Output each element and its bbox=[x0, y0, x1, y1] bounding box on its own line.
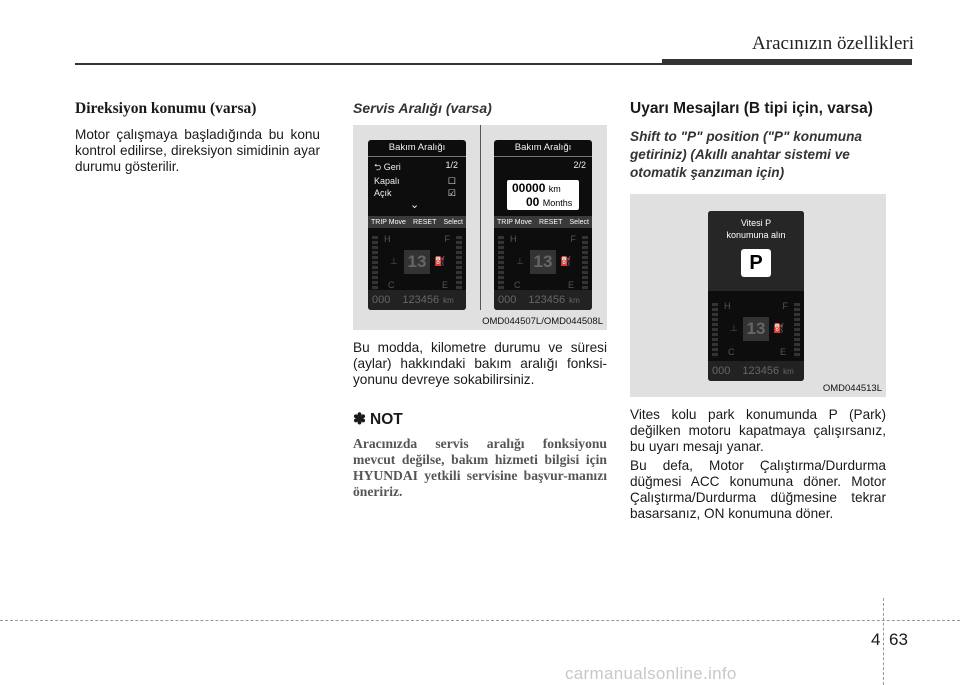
fuel-gauge-bars bbox=[582, 236, 588, 291]
warning-line-1: Vitesi P bbox=[740, 218, 772, 228]
page-header-title: Aracınızın özellikleri bbox=[752, 33, 914, 54]
odo-trip: 000 bbox=[498, 294, 517, 306]
note-text: Aracınızda servis aralığı fonksiyonu mevcut değilse, bakım hizmeti bilgisi için HYUNDAI yetkili servisine başvur-manızı öneririz. bbox=[353, 436, 607, 499]
service-interval-figure bbox=[353, 125, 607, 330]
gauge-e-label: E bbox=[779, 347, 786, 357]
gauge-h-label: H bbox=[510, 234, 517, 244]
fuel-pump-icon: ⛽ bbox=[560, 256, 572, 266]
section-heading-steering: Direksiyon konumu (varsa) bbox=[75, 100, 257, 117]
months-row bbox=[526, 195, 572, 209]
shift-to-p-figure bbox=[630, 194, 886, 397]
cluster-screen-p bbox=[708, 211, 804, 381]
gauge-f-label: F bbox=[570, 234, 576, 244]
figure-caption-warning: OMD044513L bbox=[822, 383, 882, 394]
watermark: carmanualsonline.info bbox=[565, 664, 737, 683]
gauge-c-label: C bbox=[514, 280, 521, 290]
p-gauge-area bbox=[708, 299, 804, 359]
temp-gauge-bars bbox=[372, 236, 378, 291]
screen1-gauge-area bbox=[368, 232, 466, 292]
temp-gauge-bars bbox=[712, 303, 718, 358]
screen1-back-row bbox=[374, 160, 401, 176]
column-left bbox=[75, 100, 320, 178]
screen1-option-on: Açık bbox=[374, 188, 392, 198]
softkey-select: Select bbox=[569, 218, 589, 226]
gauge-c-label: C bbox=[388, 280, 395, 290]
warning-para-1: Vites kolu park konumunda P (Park) değilken motoru kapatmaya çalışırsanız, bu uyarı mesajı yanar. bbox=[630, 407, 886, 454]
softkey-trip-move: TRIP Move bbox=[497, 218, 532, 226]
screen1-odometer bbox=[368, 290, 466, 310]
months-value: 00 bbox=[526, 195, 540, 209]
screen1-back-label: Geri bbox=[383, 162, 401, 172]
screen1-softkey-bar bbox=[368, 216, 466, 228]
gauge-h-label: H bbox=[724, 301, 731, 311]
km-value: 00000 bbox=[512, 181, 546, 195]
gauge-e-label: E bbox=[567, 280, 574, 290]
fuel-gauge-bars bbox=[456, 236, 462, 291]
header-rule-thin bbox=[75, 63, 665, 65]
odo-trip: 000 bbox=[372, 294, 391, 306]
note-heading bbox=[353, 410, 607, 429]
fuel-gauge-bars bbox=[794, 303, 800, 358]
figure-divider bbox=[480, 125, 481, 310]
footer-vertical-rule bbox=[883, 598, 884, 685]
footer-dashed-rule bbox=[0, 620, 960, 621]
chevron-down-icon: ⌄ bbox=[410, 199, 420, 211]
screen1-gear-number: 13 bbox=[404, 250, 430, 274]
coolant-icon: ⊥ bbox=[730, 323, 738, 333]
cluster-screen-1 bbox=[368, 140, 466, 310]
screen2-gear-number: 13 bbox=[530, 250, 556, 274]
note-star-icon: ✽ bbox=[353, 411, 366, 428]
screen2-odometer bbox=[494, 290, 592, 310]
warning-para-2: Bu defa, Motor Çalıştırma/Durdurma düğmesi ACC konumuna döner. Motor Çalıştırma/Durdurma düğmesine tekrar basarsanız, ON konumuna döner. bbox=[630, 458, 886, 521]
odo-value: 123456 bbox=[742, 365, 780, 377]
checkbox-empty-icon: ☐ bbox=[447, 176, 456, 186]
screen2-title: Bakım Aralığı bbox=[494, 142, 592, 157]
cluster-screen-2 bbox=[494, 140, 592, 310]
header-rule-thick bbox=[662, 59, 912, 65]
checkbox-checked-icon: ☑ bbox=[447, 188, 456, 198]
odo-unit: km bbox=[783, 366, 794, 376]
softkey-reset: RESET bbox=[539, 218, 563, 226]
back-arrow-icon: ⮌ bbox=[374, 162, 382, 172]
warning-message-area bbox=[708, 211, 804, 291]
odo-unit: km bbox=[443, 295, 454, 305]
coolant-icon: ⊥ bbox=[390, 256, 398, 266]
temp-gauge-bars bbox=[498, 236, 504, 291]
odo-trip: 000 bbox=[712, 365, 731, 377]
fuel-pump-icon: ⛽ bbox=[434, 256, 446, 266]
warning-subheading: Shift to "P" position ("P" konumuna getiriniz) (Akıllı anahtar sistemi ve otomatik şanzıman için) bbox=[630, 129, 862, 180]
column-middle bbox=[353, 100, 607, 500]
softkey-trip-move: TRIP Move bbox=[371, 218, 406, 226]
screen2-page: 2/2 bbox=[573, 160, 586, 170]
fuel-pump-icon: ⛽ bbox=[773, 323, 785, 333]
park-p-icon: P bbox=[741, 249, 771, 277]
chapter-number: 4 bbox=[871, 630, 881, 649]
section-heading-service: Servis Aralığı (varsa) bbox=[353, 100, 492, 116]
gauge-h-label: H bbox=[384, 234, 391, 244]
screen2-softkey-bar bbox=[494, 216, 592, 228]
screen1-option-off: Kapalı bbox=[374, 176, 400, 186]
service-body-text: Bu modda, kilometre durumu ve süresi (aylar) hakkındaki bakım aralığı fonksi-yonunu devreye sokabilirsiniz. bbox=[353, 340, 607, 387]
screen1-page: 1/2 bbox=[445, 160, 458, 170]
km-unit: km bbox=[548, 184, 561, 194]
note-label: NOT bbox=[370, 410, 403, 428]
steering-body-text: Motor çalışmaya başladığında bu konu kontrol edilirse, direksiyon simidinin ayar durumu gösterilir. bbox=[75, 127, 320, 174]
gauge-f-label: F bbox=[444, 234, 450, 244]
gauge-c-label: C bbox=[728, 347, 735, 357]
screen2-gauge-area bbox=[494, 232, 592, 292]
p-gear-number: 13 bbox=[743, 317, 769, 341]
column-right bbox=[630, 100, 886, 525]
screen1-title: Bakım Aralığı bbox=[368, 142, 466, 157]
section-heading-warnings: Uyarı Mesajları (B tipi için, varsa) bbox=[630, 100, 873, 117]
gauge-e-label: E bbox=[441, 280, 448, 290]
gauge-f-label: F bbox=[782, 301, 788, 311]
page-number: 63 bbox=[889, 630, 908, 649]
coolant-icon: ⊥ bbox=[516, 256, 524, 266]
odo-unit: km bbox=[569, 295, 580, 305]
warning-line-2: konumuna alın bbox=[726, 230, 786, 240]
screen2-value-box bbox=[507, 180, 579, 210]
softkey-reset: RESET bbox=[413, 218, 437, 226]
figure-caption-service: OMD044507L/OMD044508L bbox=[482, 316, 603, 327]
softkey-select: Select bbox=[443, 218, 463, 226]
odo-value: 123456 bbox=[402, 294, 440, 306]
odo-value: 123456 bbox=[528, 294, 566, 306]
p-odometer bbox=[708, 361, 804, 381]
km-row bbox=[512, 181, 561, 195]
months-unit: Months bbox=[542, 198, 573, 208]
